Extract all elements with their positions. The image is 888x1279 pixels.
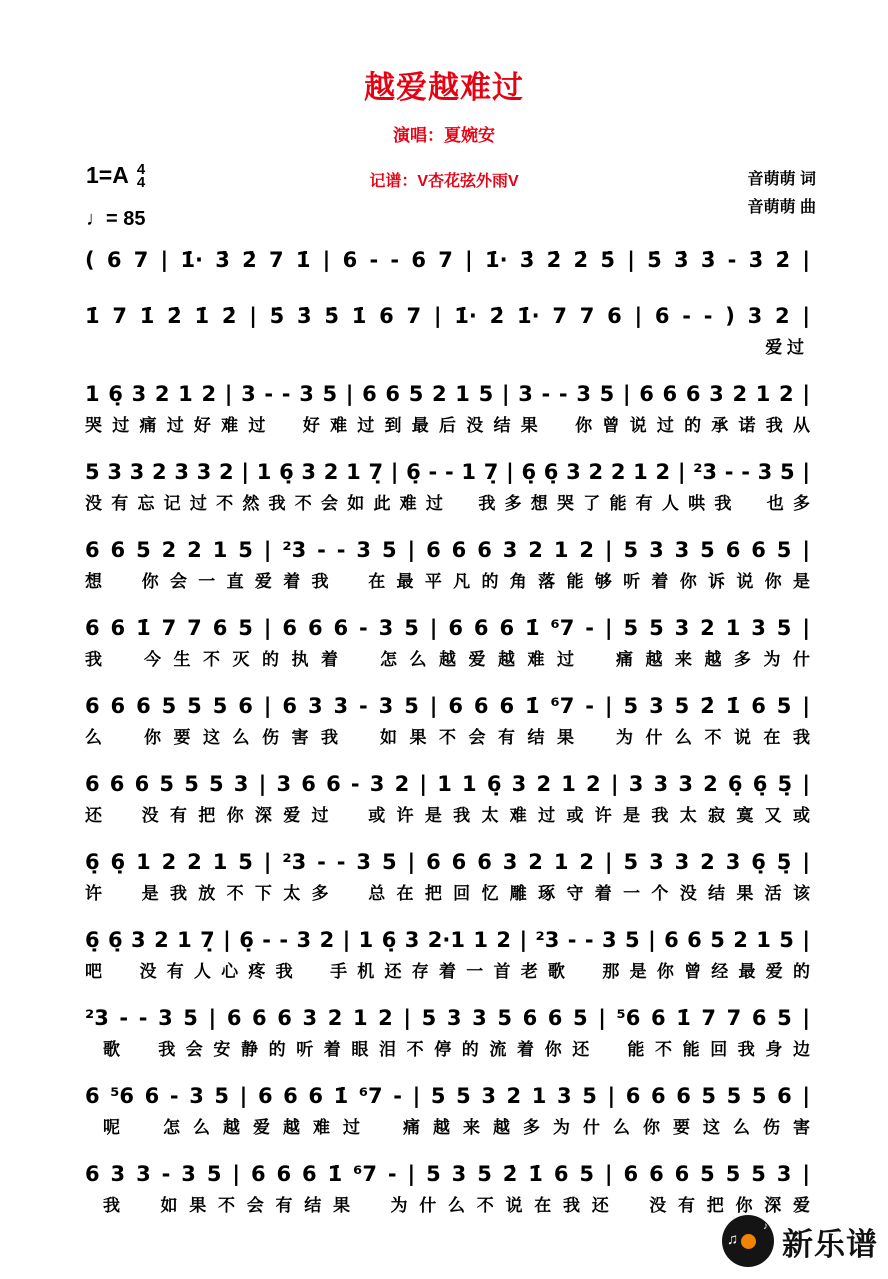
time-signature-lower: 4 — [136, 173, 146, 191]
lyrics-line: 歌 我会安静的听着眼泪不停的流着你还 能不能回我身边 — [103, 1040, 810, 1059]
score-line — [85, 1081, 810, 1159]
lyrics-line: 么 你要这么伤害我 如果不会有结果 为什么不说在我 — [85, 728, 810, 747]
sheet-music-page — [0, 62, 888, 1262]
score-line — [85, 245, 810, 301]
score-line — [85, 1003, 810, 1081]
score-line — [85, 769, 810, 847]
song-title: 越爱越难过 — [364, 70, 524, 105]
music-note-icon: ♪ — [763, 1221, 768, 1232]
vinyl-record-icon — [722, 1215, 774, 1267]
notation-line: ( 6 7 | 1̇· 3̇ 2̇ 7 1̇ | 6 - - 6 7 | 1̇· 3̇ 2̇ 2̇ 5̇ | 5̇ 3̇ 3̇ - 3̇ 2̇ | — [85, 248, 810, 272]
lyrics-line: 哭过痛过好难过 好难过到最后没结果 你曾说过的承诺我从 — [85, 416, 810, 435]
notation-line: 6̣ 6̣ 1 2 2 1 5 | ²3 - - 3 5 | 6 6 6 3 2 1 2 | 5 3 3 2 3 6̣ 5̣ | — [85, 850, 810, 874]
notation-line: 6 6 1̇ 7 7 6 5 | 6 6 6 - 3 5 | 6 6 6 1̇ ⁶7 - | 5 5 3 2 1 3 5 | — [85, 616, 810, 640]
notation-line: 6̣ 6̣ 3 2 1 7̣ | 6̣ - - 3 2 | 1 6̣ 3 2·1 1 2 | ²3 - - 3 5 | 6 6 5 2 1 5 | — [85, 928, 810, 952]
score-line — [85, 691, 810, 769]
site-logo-text: 新乐谱 — [782, 1226, 878, 1262]
lyrics-line: 爱 过 — [765, 338, 804, 357]
notation-line: 6 6 5 2 2 1 5 | ²3 - - 3 5 | 6 6 6 3 2 1 2 | 5 3 3 5 6 6 5 | — [85, 538, 810, 562]
lyrics-line: 许 是我放不下太多 总在把回忆雕琢守着一个没结果活该 — [85, 884, 810, 903]
score-line — [85, 457, 810, 535]
notation-line: 1̇ 7 1̇ 2̇ 1̇ 2̇ | 5̇ 3̇ 5̇ 1̇ 6 7 | 1̇· 2̇ 1̇· 7 7 6 | 6 - - ) 3 2 | — [85, 304, 810, 328]
lyrics-line: 还 没有把你深爱过 或许是我太难过或许是我太寂寞又或 — [85, 806, 810, 825]
lyrics-line: 想 你会一直爱着我 在最平凡的角落能够听着你诉说你是 — [85, 572, 810, 591]
score-line — [85, 379, 810, 457]
score-line — [85, 1159, 810, 1237]
lyricist-credit: 音萌萌 词 — [747, 171, 816, 188]
time-signature-upper: 4 — [136, 160, 146, 178]
score-line — [85, 925, 810, 1003]
lyrics-line: 我 今生不灭的执着 怎么越爱越难过 痛越来越多为什 — [85, 650, 810, 669]
lyrics-line: 吧 没有人心疼我 手机还存着一首老歌 那是你曾经最爱的 — [85, 962, 810, 981]
score-line — [85, 613, 810, 691]
singer-label: 演唱：夏婉安 — [393, 126, 495, 145]
notation-line: ²3 - - 3 5 | 6 6 6 3 2 1 2 | 5 3 3 5 6 6 5 | ⁵6 6 1̇ 7 7 6 5 | — [85, 1006, 810, 1030]
composer-credit: 音萌萌 曲 — [747, 199, 816, 216]
lyrics-line: 我 如果不会有结果 为什么不说在我还 没有把你深爱 — [103, 1196, 810, 1215]
key-signature — [86, 162, 145, 189]
notation-line: 5 3 3 2 3 3 2 | 1 6̣ 3 2 1 7̣ | 6̣ - - 1 7̣ | 6̣ 6̣ 3 2 2 1 2 | ²3 - - 3 5 | — [85, 460, 810, 484]
score-line — [85, 301, 810, 379]
tempo-marking: ♩= 85 — [86, 208, 146, 230]
notation-line: 6 3 3 - 3 5 | 6 6 6 1̇ ⁶7 - | 5 3 5 2̇ 1̇ 6 5 | 6 6 6 5 5 5 3 | — [85, 1162, 810, 1186]
music-note-icon: ♫ — [727, 1231, 739, 1248]
lyrics-line: 没有忘记过不然我不会如此难过 我多想哭了能有人哄我 也多 — [85, 494, 810, 513]
notation-line: 6 6 6 5 5 5 3 | 3 6 6 - 3 2 | 1 1 6̣ 3 2 1 2 | 3 3 3 2 6̣ 6̣ 5̣ | — [85, 772, 810, 796]
notation-line: 6 ⁵6 6 - 3 5 | 6 6 6 1̇ ⁶7 - | 5 5 3 2 1 3 5 | 6 6 6 5 5 5 6 | — [85, 1084, 810, 1108]
notation-line: 1 6̣ 3 2 1 2 | 3 - - 3 5 | 6 6 5 2 1 5 | 3 - - 3 5 | 6 6 6 3 2 1 2 | — [85, 382, 810, 406]
score-line — [85, 847, 810, 925]
record-center-dot — [741, 1234, 756, 1249]
notation-line: 6 6 6 5 5 5 6 | 6 3 3 - 3 5 | 6 6 6 1̇ ⁶7 - | 5 3 5 2̇ 1̇ 6 5 | — [85, 694, 810, 718]
key-label: 1=A — [86, 162, 129, 188]
site-logo — [722, 1215, 878, 1267]
transcriber-label: 记谱：V杏花弦外雨V — [369, 173, 519, 190]
score-body — [85, 245, 810, 1237]
credits-block — [748, 166, 816, 222]
lyrics-line: 呢 怎么越爱越难过 痛越来越多为什么你要这么伤害 — [103, 1118, 810, 1137]
time-signature — [136, 160, 146, 191]
score-line — [85, 535, 810, 613]
